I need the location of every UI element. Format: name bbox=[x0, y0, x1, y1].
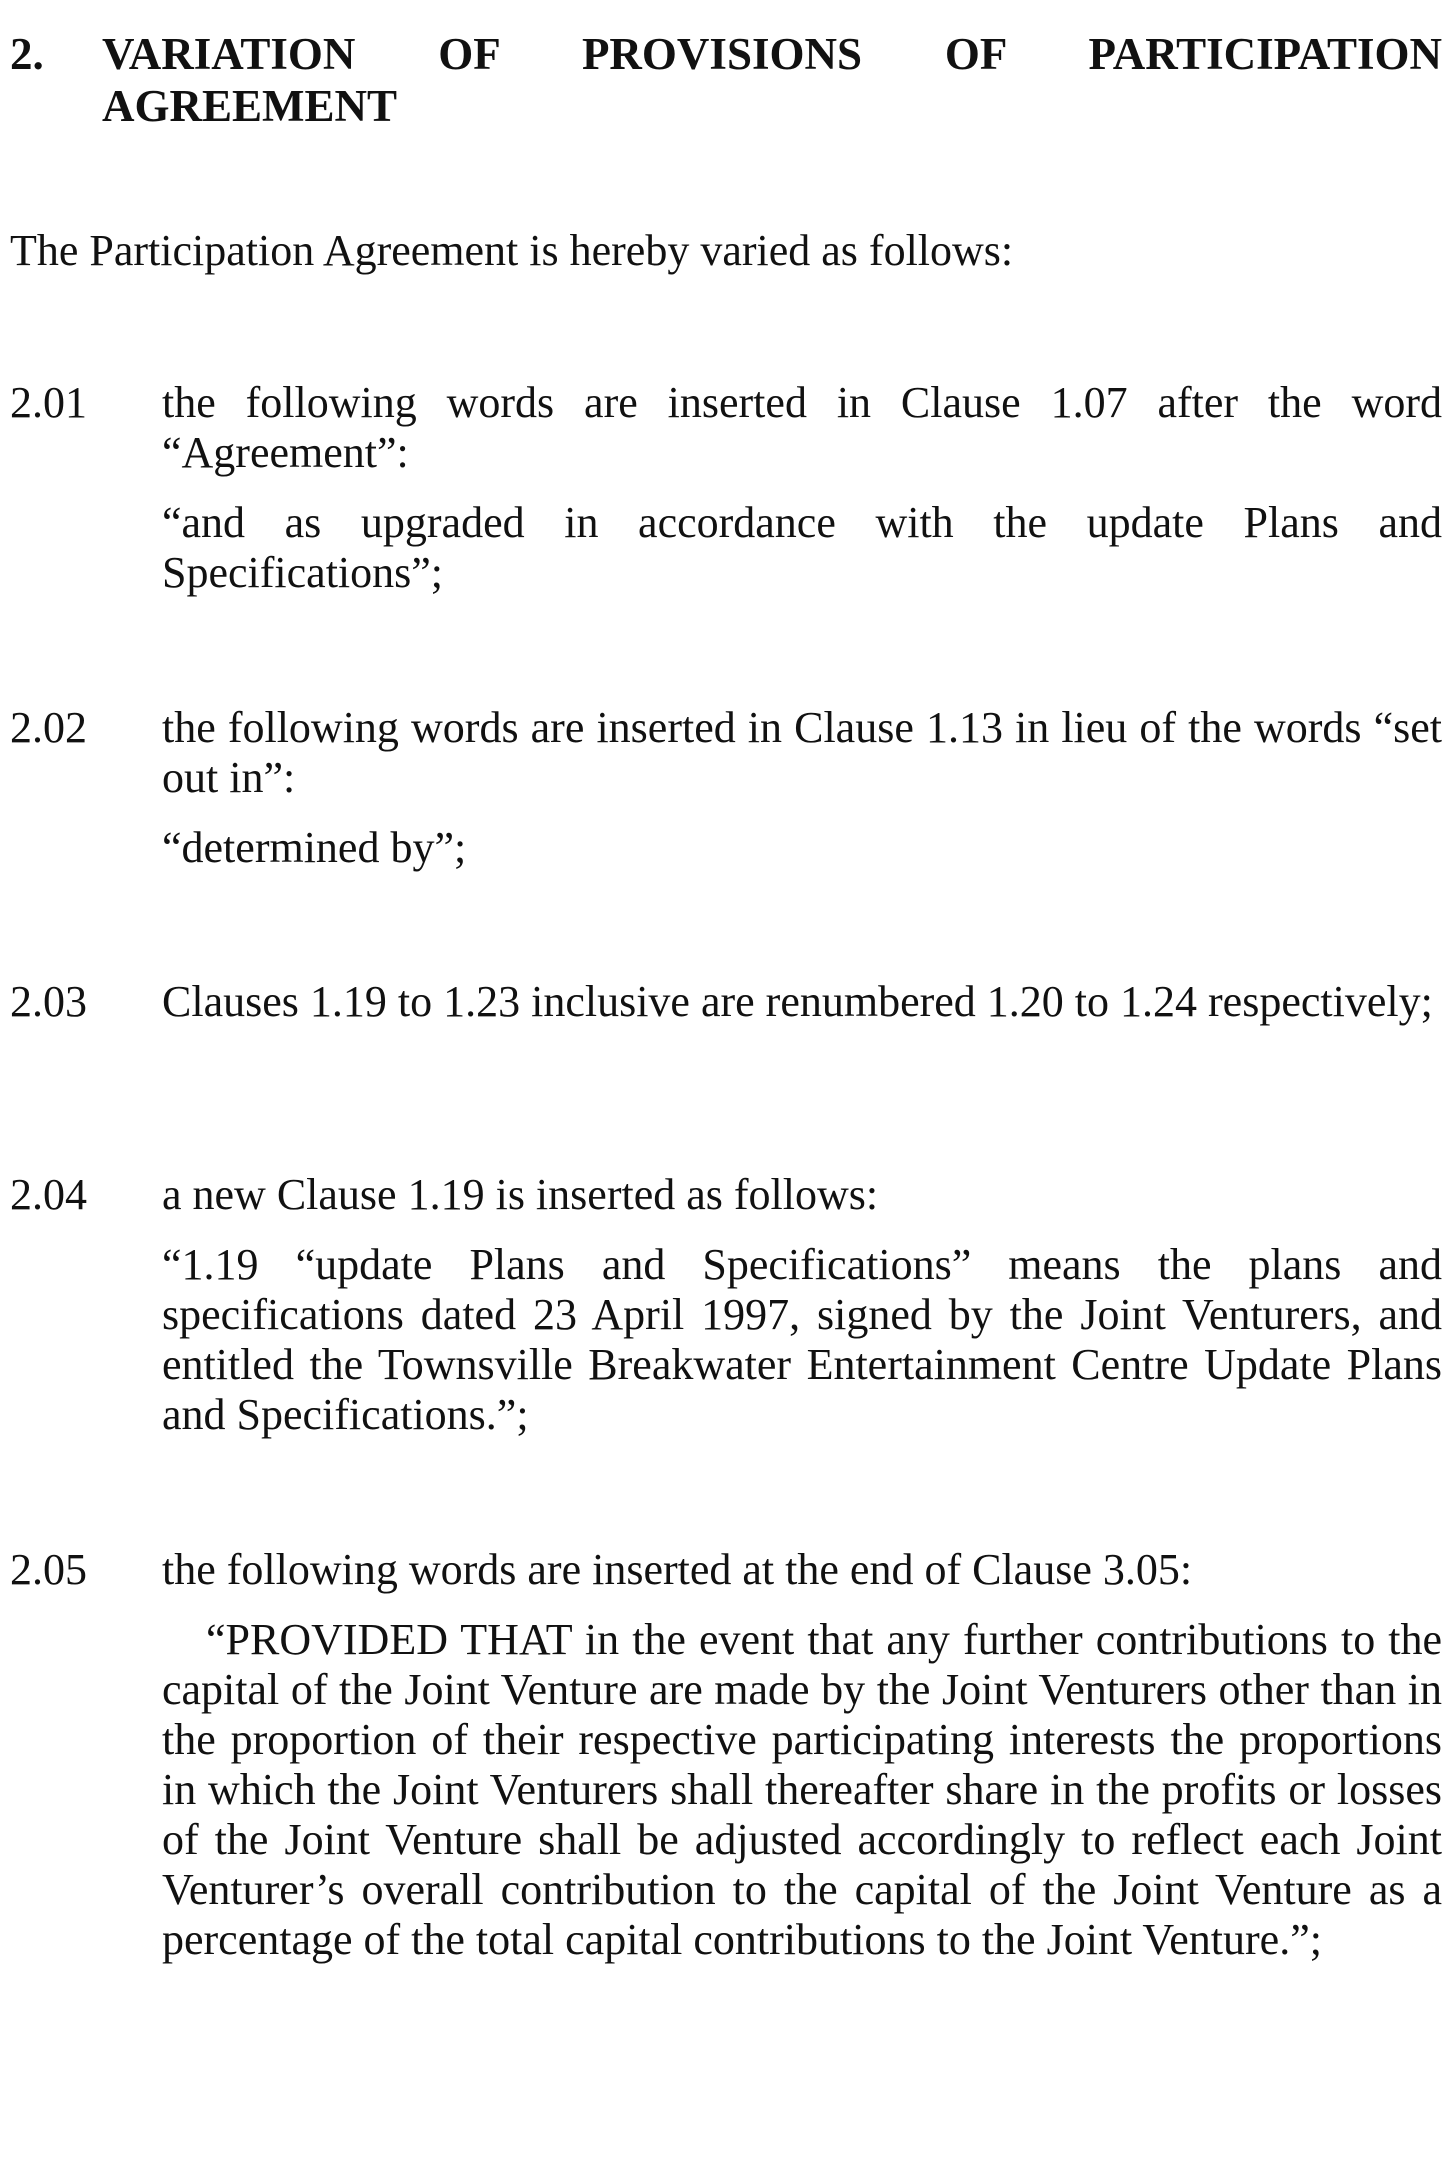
clause-number: 2.05 bbox=[10, 1545, 87, 1594]
clause-quoted-text: “determined by”; bbox=[162, 823, 467, 872]
clause-body bbox=[162, 977, 1442, 1027]
clause-number: 2.04 bbox=[10, 1170, 87, 1219]
clause-number: 2.01 bbox=[10, 378, 87, 427]
clause-lead-text: the following words are inserted in Clause 1.13 in lieu of the words “set out in”: bbox=[162, 703, 1442, 802]
section-title: VARIATION OF PROVISIONS OF PARTICIPATION AGREEMENT bbox=[102, 29, 1442, 131]
clause-quoted-text: “1.19 “update Plans and Specifications” means the plans and specifications dated 23 April 1997, signed by the Joint Venturers, and entitled the Townsville Breakwater Entertainment Centre Update Plans and Specifications.”; bbox=[162, 1240, 1442, 1439]
clause-quoted-text: “and as upgraded in accordance with the update Plans and Specifications”; bbox=[162, 498, 1442, 597]
clause-body bbox=[162, 1545, 1442, 1965]
clause-body bbox=[162, 1170, 1442, 1440]
clause-lead-text: Clauses 1.19 to 1.23 inclusive are renumbered 1.20 to 1.24 respectively; bbox=[162, 977, 1433, 1026]
clause-lead-text: the following words are inserted in Clause 1.07 after the word “Agreement”: bbox=[162, 378, 1442, 477]
clause-body bbox=[162, 703, 1442, 873]
clause-quoted-text: “PROVIDED THAT in the event that any further contributions to the capital of the Joint Venture are made by the Joint Venturers other than in the proportion of their respective participating interests the proportions in which the Joint Venturers shall thereafter share in the profits or losses of the Joint Venture shall be adjusted accordingly to reflect each Joint Venturer’s overall contribution to the capital of the Joint Venture as a percentage of the total capital contributions to the Joint Venture.”; bbox=[162, 1615, 1442, 1964]
clause-lead-text: a new Clause 1.19 is inserted as follows: bbox=[162, 1170, 879, 1219]
section-number: 2. bbox=[10, 29, 44, 79]
clause-number: 2.03 bbox=[10, 977, 87, 1026]
intro-paragraph: The Participation Agreement is hereby varied as follows: bbox=[10, 226, 1014, 275]
clause-number: 2.02 bbox=[10, 703, 87, 752]
clause-body bbox=[162, 378, 1442, 598]
clause-lead-text: the following words are inserted at the end of Clause 3.05: bbox=[162, 1545, 1193, 1594]
